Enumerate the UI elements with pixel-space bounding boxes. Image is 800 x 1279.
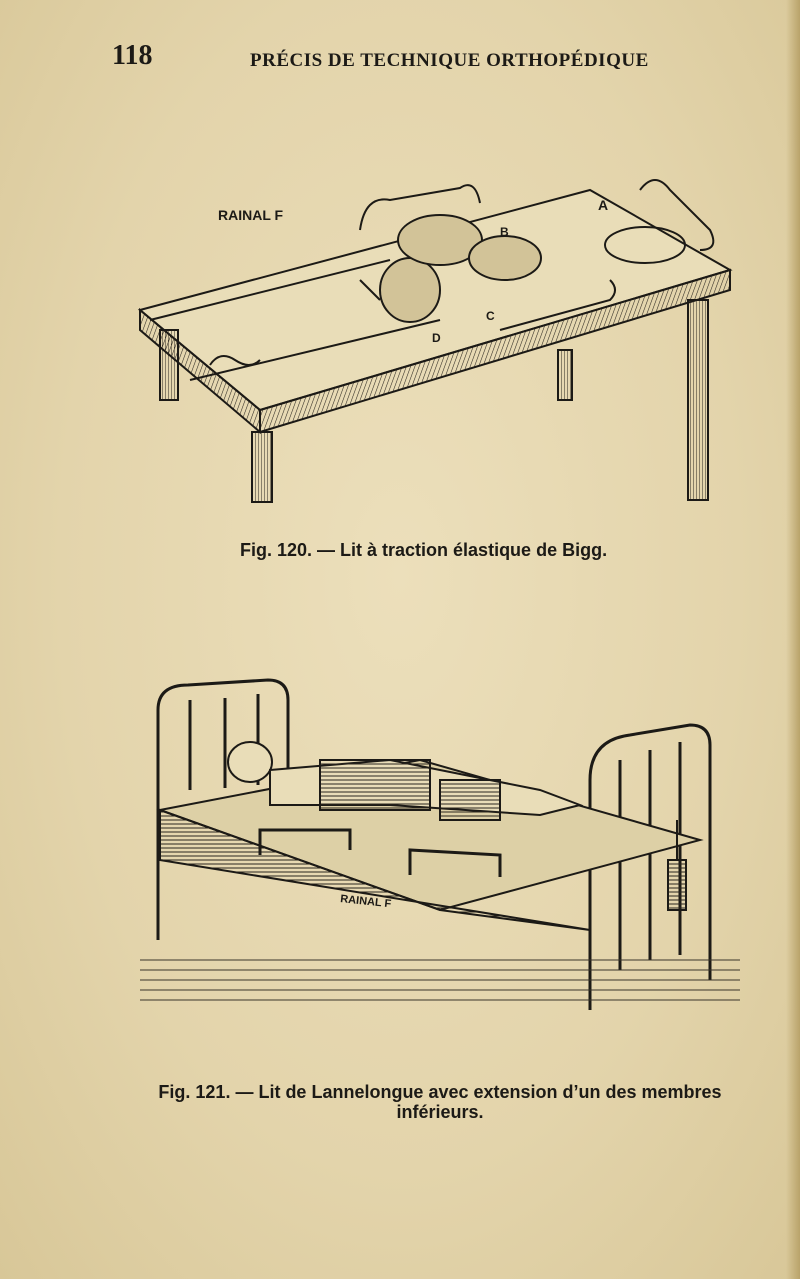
page-edge-shadow: [786, 0, 800, 1279]
traction-bed-engraving: [120, 170, 740, 520]
label-d: D: [432, 331, 441, 345]
figure-120-caption: Fig. 120. — Lit à traction élastique de Bigg.: [240, 540, 608, 560]
lannelongue-bed-engraving: [140, 670, 740, 1050]
figure-120-illustration: [120, 170, 740, 520]
maker-mark-121: RAINAL F: [339, 893, 392, 911]
running-title: PRÉCIS DE TECHNIQUE ORTHOPÉDIQUE: [250, 50, 649, 71]
page-number: 118: [112, 40, 153, 71]
maker-mark-120: RAINAL F: [218, 207, 284, 223]
figure-121-caption: [140, 1082, 740, 1122]
label-a: A: [598, 197, 609, 213]
caption-line-2: inférieurs.: [396, 1102, 484, 1122]
label-c: C: [486, 309, 495, 323]
figure-121-illustration: [140, 670, 740, 1050]
caption-line-1: Fig. 121. — Lit de Lannelongue avec extension d’un des membres: [158, 1082, 722, 1102]
label-b: B: [500, 225, 509, 239]
page-header: [0, 40, 800, 80]
floor-shading: [140, 960, 740, 1000]
